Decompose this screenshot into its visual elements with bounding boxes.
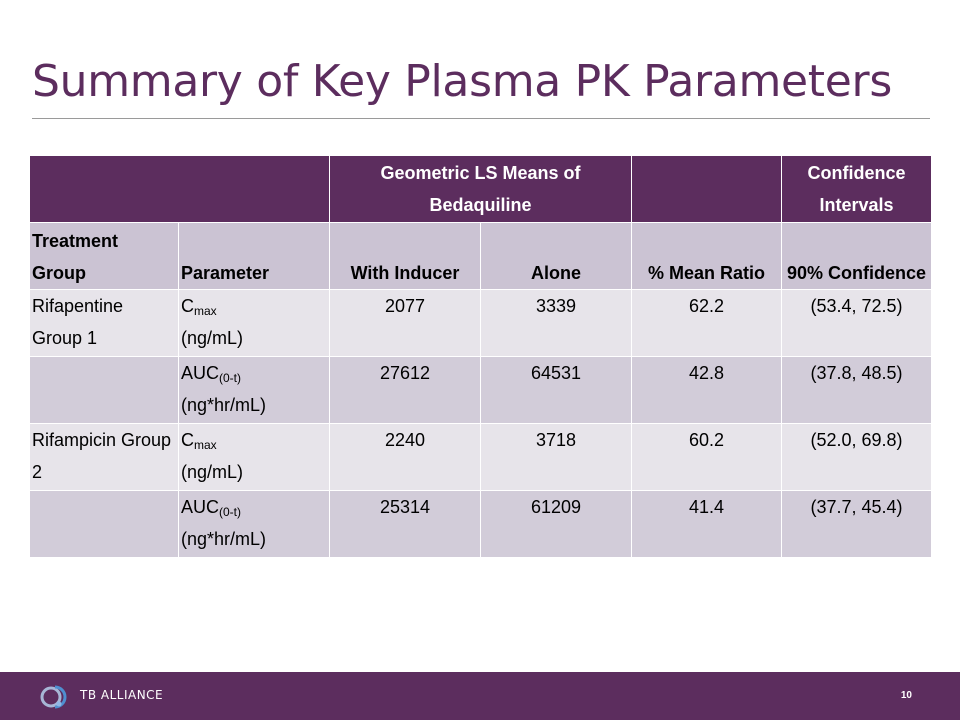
mean-ratio-cell: 60.2: [632, 424, 782, 491]
mean-ratio-cell: 62.2: [632, 290, 782, 357]
table-group-header-row: [30, 156, 932, 223]
slide-title: Summary of Key Plasma PK Parameters: [32, 56, 892, 107]
table-column-header-row: [30, 223, 932, 290]
with-inducer-cell: 2077: [330, 290, 481, 357]
column-header-with-inducer: With Inducer: [330, 223, 481, 290]
alone-cell: 61209: [481, 491, 632, 558]
with-inducer-cell: 27612: [330, 357, 481, 424]
column-header-parameter: Parameter: [179, 223, 330, 290]
title-divider: [32, 118, 930, 119]
column-header-90-confidence: 90% Confidence: [782, 223, 932, 290]
confidence-cell: (53.4, 72.5): [782, 290, 932, 357]
mean-ratio-cell: 42.8: [632, 357, 782, 424]
parameter-name: AUC: [181, 497, 220, 517]
page-number: 10: [900, 690, 912, 701]
tb-alliance-logo-icon: [40, 684, 68, 710]
pk-parameters-table: [29, 155, 932, 558]
parameter-unit: (ng/mL): [181, 462, 244, 482]
column-header-mean-ratio: % Mean Ratio: [632, 223, 782, 290]
parameter-subscript: max: [194, 304, 217, 318]
table-row: [30, 357, 932, 424]
column-header-treatment-group: Treatment Group: [30, 223, 179, 290]
parameter-cell: [179, 357, 330, 424]
group-header-empty-2: [632, 156, 782, 223]
parameter-name: C: [181, 430, 194, 450]
parameter-unit: (ng*hr/mL): [181, 395, 267, 415]
parameter-cell: [179, 491, 330, 558]
group-header-geometric-means: Geometric LS Means of Bedaquiline: [330, 156, 632, 223]
with-inducer-cell: 2240: [330, 424, 481, 491]
column-header-alone: Alone: [481, 223, 632, 290]
confidence-cell: (37.8, 48.5): [782, 357, 932, 424]
alone-cell: 3718: [481, 424, 632, 491]
group-header-confidence-intervals: Confidence Intervals: [782, 156, 932, 223]
table-row: [30, 290, 932, 357]
parameter-subscript: (0-t): [219, 371, 242, 385]
treatment-group-cell: [30, 491, 179, 558]
treatment-group-cell: Rifampicin Group 2: [30, 424, 179, 491]
parameter-cell: [179, 424, 330, 491]
table-row: [30, 491, 932, 558]
parameter-subscript: max: [194, 438, 217, 452]
alone-cell: 3339: [481, 290, 632, 357]
parameter-name: AUC: [181, 363, 220, 383]
parameter-subscript: (0-t): [219, 505, 242, 519]
confidence-cell: (37.7, 45.4): [782, 491, 932, 558]
treatment-group-cell: [30, 357, 179, 424]
group-header-empty-1: [30, 156, 330, 223]
parameter-cell: [179, 290, 330, 357]
parameter-name: C: [181, 296, 194, 316]
table-row: [30, 424, 932, 491]
parameter-unit: (ng/mL): [181, 328, 244, 348]
confidence-cell: (52.0, 69.8): [782, 424, 932, 491]
alone-cell: 64531: [481, 357, 632, 424]
footer-bar: [0, 672, 960, 720]
treatment-group-cell: Rifapentine Group 1: [30, 290, 179, 357]
brand-name: TB ALLIANCE: [80, 688, 164, 702]
parameter-unit: (ng*hr/mL): [181, 529, 267, 549]
with-inducer-cell: 25314: [330, 491, 481, 558]
mean-ratio-cell: 41.4: [632, 491, 782, 558]
